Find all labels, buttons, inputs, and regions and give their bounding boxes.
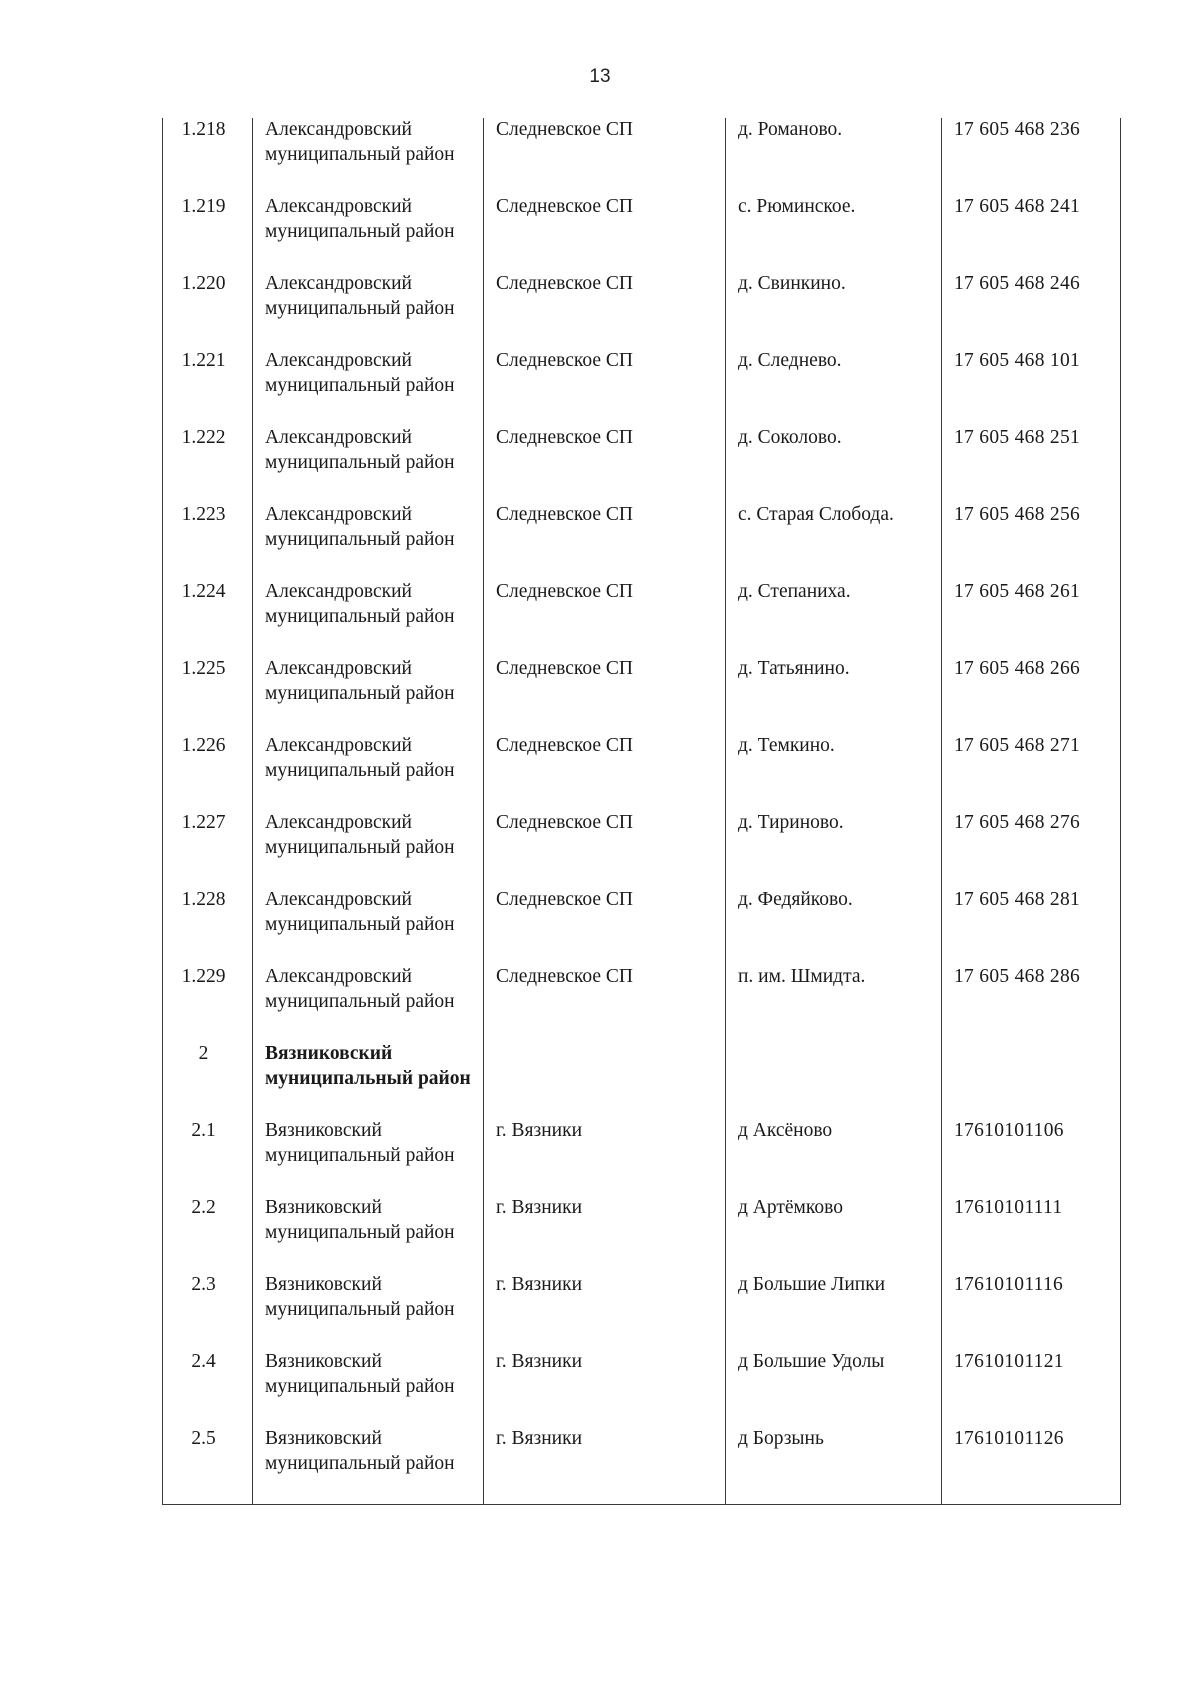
- locality-cell: д. Темкино.: [726, 734, 942, 811]
- district-cell: Вязниковский муниципальный район: [253, 1427, 484, 1504]
- oktmo-code-cell: 17610101121: [942, 1350, 1121, 1427]
- oktmo-code-cell: 17 605 468 266: [942, 657, 1121, 734]
- table-row: [163, 195, 1121, 272]
- oktmo-code-cell: 17 605 468 251: [942, 426, 1121, 503]
- locality-cell: п. им. Шмидта.: [726, 965, 942, 1042]
- settlement-cell: Следневское СП: [484, 811, 726, 888]
- settlement-cell: Следневское СП: [484, 657, 726, 734]
- settlement-cell: Следневское СП: [484, 734, 726, 811]
- district-cell: Александровский муниципальный район: [253, 503, 484, 580]
- settlement-cell: Следневское СП: [484, 272, 726, 349]
- district-cell: Вязниковский муниципальный район: [253, 1273, 484, 1350]
- locality-cell: д. Соколово.: [726, 426, 942, 503]
- settlement-cell: г. Вязники: [484, 1119, 726, 1196]
- settlement-cell: Следневское СП: [484, 503, 726, 580]
- settlement-cell: Следневское СП: [484, 426, 726, 503]
- district-cell: Вязниковский муниципальный район: [253, 1196, 484, 1273]
- row-number: 1.218: [163, 118, 253, 195]
- district-cell: Александровский муниципальный район: [253, 888, 484, 965]
- page-number: 13: [589, 66, 611, 87]
- table-row: [163, 349, 1121, 426]
- row-number: 2: [163, 1042, 253, 1119]
- row-number: 1.219: [163, 195, 253, 272]
- table-body: [163, 118, 1121, 1504]
- locality-cell: [726, 1042, 942, 1119]
- table-row: [163, 426, 1121, 503]
- settlement-cell: Следневское СП: [484, 118, 726, 195]
- district-cell: Вязниковский муниципальный район: [253, 1119, 484, 1196]
- district-cell: Александровский муниципальный район: [253, 965, 484, 1042]
- locality-cell: д Аксёново: [726, 1119, 942, 1196]
- table-row: [163, 1196, 1121, 1273]
- settlement-cell: г. Вязники: [484, 1196, 726, 1273]
- oktmo-code-cell: 17 605 468 236: [942, 118, 1121, 195]
- locality-cell: д Артёмково: [726, 1196, 942, 1273]
- oktmo-code-cell: 17 605 468 101: [942, 349, 1121, 426]
- locality-cell: д. Романово.: [726, 118, 942, 195]
- table-row: [163, 503, 1121, 580]
- locality-cell: д. Татьянино.: [726, 657, 942, 734]
- oktmo-code-cell: 17610101126: [942, 1427, 1121, 1504]
- table-row: [163, 657, 1121, 734]
- locality-cell: с. Рюминское.: [726, 195, 942, 272]
- settlement-registry-table: [162, 118, 1121, 1505]
- row-number: 1.226: [163, 734, 253, 811]
- table-row: [163, 965, 1121, 1042]
- oktmo-code-cell: 17610101116: [942, 1273, 1121, 1350]
- row-number: 1.220: [163, 272, 253, 349]
- settlement-cell: Следневское СП: [484, 888, 726, 965]
- locality-cell: д. Федяйково.: [726, 888, 942, 965]
- settlement-cell: г. Вязники: [484, 1427, 726, 1504]
- settlement-cell: [484, 1042, 726, 1119]
- locality-cell: д Большие Липки: [726, 1273, 942, 1350]
- row-number: 1.222: [163, 426, 253, 503]
- table-row: [163, 1119, 1121, 1196]
- locality-cell: д. Тириново.: [726, 811, 942, 888]
- district-cell: Александровский муниципальный район: [253, 349, 484, 426]
- oktmo-code-cell: 17 605 468 241: [942, 195, 1121, 272]
- table-row: [163, 734, 1121, 811]
- district-cell: Александровский муниципальный район: [253, 195, 484, 272]
- row-number: 1.229: [163, 965, 253, 1042]
- settlement-cell: Следневское СП: [484, 349, 726, 426]
- settlement-cell: г. Вязники: [484, 1350, 726, 1427]
- table-row: [163, 1427, 1121, 1504]
- table-row: [163, 888, 1121, 965]
- row-number: 1.223: [163, 503, 253, 580]
- row-number: 1.227: [163, 811, 253, 888]
- row-number: 2.2: [163, 1196, 253, 1273]
- row-number: 1.228: [163, 888, 253, 965]
- district-cell: Вязниковский муниципальный район: [253, 1042, 484, 1119]
- locality-cell: д Большие Удолы: [726, 1350, 942, 1427]
- oktmo-code-cell: 17 605 468 281: [942, 888, 1121, 965]
- table-row: [163, 580, 1121, 657]
- district-cell: Александровский муниципальный район: [253, 426, 484, 503]
- locality-cell: д Борзынь: [726, 1427, 942, 1504]
- settlement-cell: Следневское СП: [484, 965, 726, 1042]
- oktmo-code-cell: 17 605 468 261: [942, 580, 1121, 657]
- row-number: 1.225: [163, 657, 253, 734]
- table-row: [163, 811, 1121, 888]
- district-cell: Вязниковский муниципальный район: [253, 1350, 484, 1427]
- oktmo-code-cell: 17 605 468 256: [942, 503, 1121, 580]
- district-cell: Александровский муниципальный район: [253, 118, 484, 195]
- locality-cell: д. Степаниха.: [726, 580, 942, 657]
- row-number: 2.3: [163, 1273, 253, 1350]
- table-row: [163, 272, 1121, 349]
- locality-cell: с. Старая Слобода.: [726, 503, 942, 580]
- district-cell: Александровский муниципальный район: [253, 811, 484, 888]
- oktmo-code-cell: [942, 1042, 1121, 1119]
- district-cell: Александровский муниципальный район: [253, 272, 484, 349]
- table-row: [163, 118, 1121, 195]
- oktmo-code-cell: 17 605 468 286: [942, 965, 1121, 1042]
- settlement-cell: Следневское СП: [484, 195, 726, 272]
- oktmo-code-cell: 17610101106: [942, 1119, 1121, 1196]
- row-number: 2.5: [163, 1427, 253, 1504]
- settlement-cell: г. Вязники: [484, 1273, 726, 1350]
- table-row: [163, 1350, 1121, 1427]
- district-cell: Александровский муниципальный район: [253, 657, 484, 734]
- oktmo-code-cell: 17 605 468 246: [942, 272, 1121, 349]
- row-number: 2.1: [163, 1119, 253, 1196]
- oktmo-code-cell: 17610101111: [942, 1196, 1121, 1273]
- row-number: 2.4: [163, 1350, 253, 1427]
- district-cell: Александровский муниципальный район: [253, 580, 484, 657]
- locality-cell: д. Следнево.: [726, 349, 942, 426]
- oktmo-code-cell: 17 605 468 271: [942, 734, 1121, 811]
- settlement-cell: Следневское СП: [484, 580, 726, 657]
- table-row: [163, 1273, 1121, 1350]
- district-cell: Александровский муниципальный район: [253, 734, 484, 811]
- table-row: [163, 1042, 1121, 1119]
- row-number: 1.221: [163, 349, 253, 426]
- oktmo-code-cell: 17 605 468 276: [942, 811, 1121, 888]
- row-number: 1.224: [163, 580, 253, 657]
- locality-cell: д. Свинкино.: [726, 272, 942, 349]
